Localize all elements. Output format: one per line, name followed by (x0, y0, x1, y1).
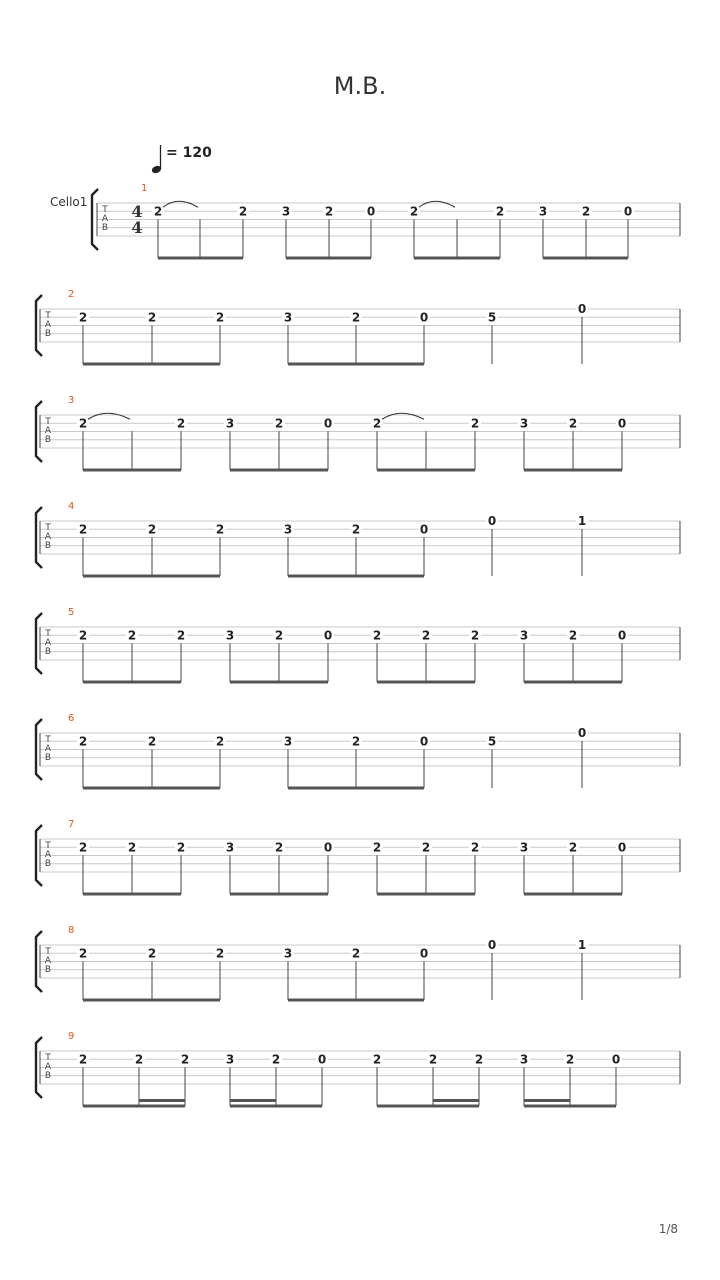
fret-number: 3 (519, 840, 529, 855)
fret-number: 3 (519, 628, 529, 643)
beam (377, 469, 475, 472)
tempo-value: = 120 (166, 145, 212, 161)
beam (158, 257, 243, 260)
fret-number: 2 (147, 946, 157, 961)
instrument-name: Cello1 (50, 195, 88, 209)
fret-number: 2 (134, 1052, 144, 1067)
fret-number: 2 (372, 1052, 382, 1067)
fret-number: 2 (324, 204, 334, 219)
fret-number: 2 (274, 416, 284, 431)
fret-number: 2 (147, 734, 157, 749)
tie-arc (163, 201, 198, 207)
beam (83, 1105, 185, 1108)
measure-number: 2 (68, 289, 75, 300)
fret-number: 2 (568, 628, 578, 643)
beam (83, 469, 181, 472)
fret-number: 2 (78, 946, 88, 961)
fret-number: 2 (215, 522, 225, 537)
fret-number: 0 (577, 302, 587, 316)
tab-letter-a: A (44, 1062, 52, 1072)
tie-arc (419, 201, 455, 207)
fret-number: 2 (470, 628, 480, 643)
fret-number: 0 (366, 204, 376, 219)
fret-number: 0 (323, 416, 333, 431)
fret-number: 0 (611, 1052, 621, 1067)
tab-letter-a: A (44, 744, 52, 754)
fret-number: 2 (372, 416, 382, 431)
fret-number: 0 (577, 726, 587, 740)
fret-number: 1 (577, 938, 587, 952)
beam (83, 787, 220, 790)
fret-number: 2 (372, 628, 382, 643)
fret-number: 0 (323, 840, 333, 855)
beam (524, 893, 622, 896)
fret-number: 5 (487, 310, 497, 325)
fret-number: 0 (487, 938, 497, 952)
tab-letter-t: T (45, 735, 51, 745)
tab-letter-t: T (45, 947, 51, 957)
fret-number: 2 (351, 522, 361, 537)
fret-number: 3 (281, 204, 291, 219)
fret-number: 2 (78, 628, 88, 643)
measure-number: 4 (68, 501, 75, 512)
measure-number: 6 (68, 713, 75, 724)
fret-number: 2 (409, 204, 419, 219)
beam (377, 681, 475, 684)
fret-number: 2 (78, 310, 88, 325)
beam (414, 257, 500, 260)
tab-letter-b: B (44, 541, 52, 551)
beam (524, 681, 622, 684)
fret-number: 2 (474, 1052, 484, 1067)
beam (83, 363, 220, 366)
beam (83, 893, 181, 896)
fret-number: 0 (487, 514, 497, 528)
fret-number: 0 (323, 628, 333, 643)
fret-number: 2 (176, 840, 186, 855)
beam (288, 999, 424, 1002)
fret-number: 0 (617, 628, 627, 643)
fret-number: 2 (372, 840, 382, 855)
fret-number: 3 (225, 840, 235, 855)
measure-number: 1 (141, 183, 148, 194)
fret-number: 2 (274, 840, 284, 855)
fret-number: 0 (617, 840, 627, 855)
fret-number: 2 (215, 310, 225, 325)
tab-letter-t: T (45, 311, 51, 321)
fret-number: 2 (147, 310, 157, 325)
fret-number: 0 (317, 1052, 327, 1067)
fret-number: 2 (127, 840, 137, 855)
fret-number: 2 (470, 416, 480, 431)
tab-letter-t: T (45, 1053, 51, 1063)
fret-number: 3 (283, 522, 293, 537)
tab-letter-a: A (44, 532, 52, 542)
tab-letter-t: T (45, 417, 51, 427)
time-signature-numerator: 4 (131, 202, 143, 221)
fret-number: 2 (78, 1052, 88, 1067)
tab-letter-b: B (44, 753, 52, 763)
tie-arc (88, 413, 130, 419)
measure-number: 3 (68, 395, 75, 406)
fret-number: 3 (225, 1052, 235, 1067)
fret-number: 2 (180, 1052, 190, 1067)
beam (83, 575, 220, 578)
beam (288, 575, 424, 578)
fret-number: 0 (419, 310, 429, 325)
fret-number: 0 (419, 734, 429, 749)
fret-number: 0 (617, 416, 627, 431)
fret-number: 3 (225, 416, 235, 431)
beam (83, 999, 220, 1002)
beam (288, 363, 424, 366)
fret-number: 2 (421, 840, 431, 855)
tab-letter-b: B (101, 223, 109, 233)
tab-letter-a: A (44, 638, 52, 648)
beam (524, 1105, 616, 1108)
fret-number: 2 (78, 416, 88, 431)
beam-sixteenth (230, 1099, 276, 1102)
fret-number: 1 (577, 514, 587, 528)
fret-number: 0 (419, 946, 429, 961)
beam (286, 257, 371, 260)
fret-number: 2 (274, 628, 284, 643)
tab-letter-b: B (44, 1071, 52, 1081)
beam (230, 1105, 322, 1108)
fret-number: 2 (78, 734, 88, 749)
beam (83, 681, 181, 684)
fret-number: 0 (419, 522, 429, 537)
measure-number: 5 (68, 607, 75, 618)
measure-number: 9 (68, 1031, 75, 1042)
fret-number: 2 (238, 204, 248, 219)
fret-number: 2 (568, 416, 578, 431)
beam-sixteenth (139, 1099, 185, 1102)
tab-letter-a: A (101, 214, 109, 224)
tab-letter-a: A (44, 320, 52, 330)
beam-sixteenth (433, 1099, 479, 1102)
fret-number: 2 (565, 1052, 575, 1067)
beam (230, 469, 328, 472)
tab-letter-b: B (44, 647, 52, 657)
fret-number: 0 (623, 204, 633, 219)
fret-number: 2 (495, 204, 505, 219)
tie-arc (382, 413, 424, 419)
beam (288, 787, 424, 790)
fret-number: 2 (351, 734, 361, 749)
beam (524, 469, 622, 472)
tab-letter-b: B (44, 329, 52, 339)
fret-number: 2 (351, 310, 361, 325)
fret-number: 3 (283, 734, 293, 749)
fret-number: 2 (127, 628, 137, 643)
measure-number: 8 (68, 925, 75, 936)
beam (377, 1105, 479, 1108)
fret-number: 2 (271, 1052, 281, 1067)
tab-letter-b: B (44, 435, 52, 445)
beam (543, 257, 628, 260)
fret-number: 5 (487, 734, 497, 749)
fret-number: 2 (78, 840, 88, 855)
tab-letter-t: T (45, 841, 51, 851)
fret-number: 3 (283, 946, 293, 961)
fret-number: 2 (568, 840, 578, 855)
tab-letter-t: T (45, 523, 51, 533)
fret-number: 2 (421, 628, 431, 643)
fret-number: 2 (581, 204, 591, 219)
score-title: M.B. (333, 72, 387, 100)
time-signature-denominator: 4 (131, 218, 143, 237)
fret-number: 2 (215, 734, 225, 749)
tab-letter-t: T (102, 205, 108, 215)
fret-number: 2 (78, 522, 88, 537)
beam (230, 681, 328, 684)
fret-number: 2 (428, 1052, 438, 1067)
beam (230, 893, 328, 896)
fret-number: 2 (215, 946, 225, 961)
fret-number: 3 (538, 204, 548, 219)
fret-number: 3 (225, 628, 235, 643)
fret-number: 2 (176, 628, 186, 643)
measure-number: 7 (68, 819, 75, 830)
fret-number: 2 (147, 522, 157, 537)
fret-number: 3 (519, 416, 529, 431)
tab-letter-b: B (44, 965, 52, 975)
fret-number: 3 (283, 310, 293, 325)
fret-number: 2 (470, 840, 480, 855)
fret-number: 2 (176, 416, 186, 431)
fret-number: 3 (519, 1052, 529, 1067)
tab-letter-a: A (44, 956, 52, 966)
tab-letter-t: T (45, 629, 51, 639)
tab-letter-b: B (44, 859, 52, 869)
page-number: 1/8 (658, 1222, 678, 1236)
beam-sixteenth (524, 1099, 570, 1102)
fret-number: 2 (153, 204, 163, 219)
tab-letter-a: A (44, 426, 52, 436)
beam (377, 893, 475, 896)
tab-letter-a: A (44, 850, 52, 860)
fret-number: 2 (351, 946, 361, 961)
